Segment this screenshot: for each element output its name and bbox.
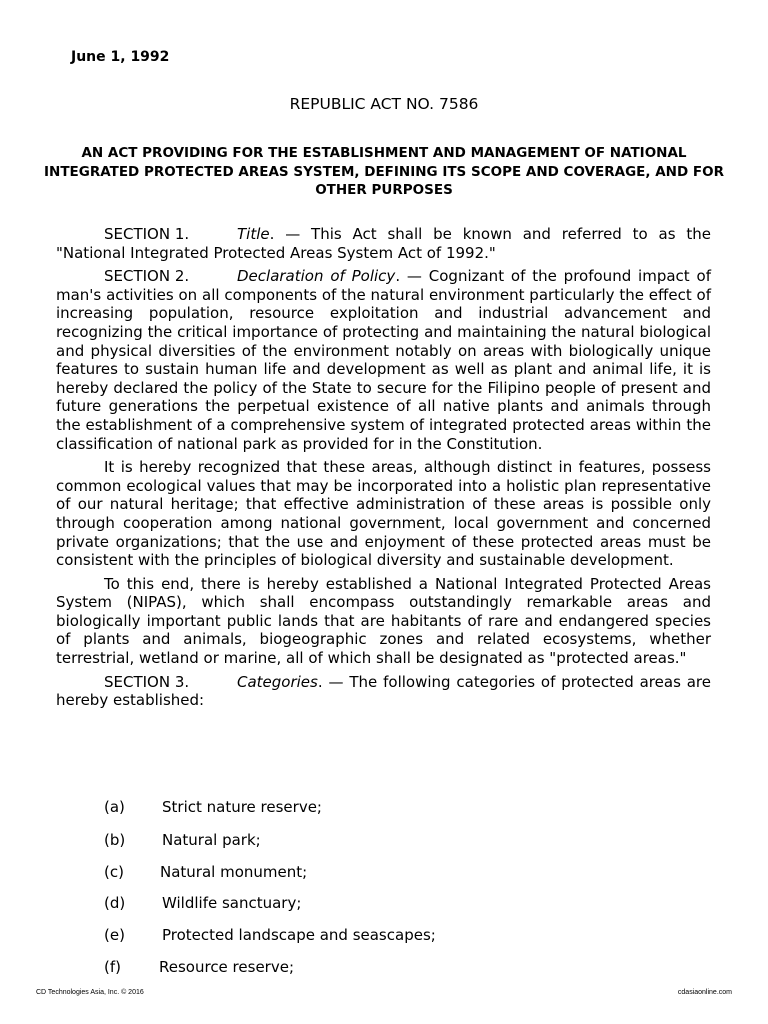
- category-text: Wildlife sanctuary;: [162, 894, 302, 912]
- document-date: June 1, 1992: [71, 49, 170, 65]
- category-letter: (b): [104, 831, 126, 849]
- category-letter: (e): [104, 926, 125, 944]
- category-text: Natural park;: [162, 831, 261, 849]
- category-letter: (c): [104, 863, 124, 881]
- section-3-label: SECTION 3.: [104, 672, 190, 691]
- section-2-paragraph: [56, 267, 711, 453]
- document-body: [56, 225, 711, 715]
- category-text: Protected landscape and seascapes;: [162, 926, 436, 944]
- category-letter: (d): [104, 894, 126, 912]
- category-text: Strict nature reserve;: [162, 798, 322, 816]
- category-letter: (f): [104, 958, 121, 976]
- act-title: AN ACT PROVIDING FOR THE ESTABLISHMENT AND MANAGEMENT OF NATIONAL INTEGRATED PROTECTED AREAS SYSTEM, DEFINING ITS SCOPE AND COVERAGE, AND FOR OTHER PURPOSES: [44, 145, 724, 198]
- category-item: [104, 863, 307, 881]
- section-1-title: Title: [237, 225, 270, 243]
- act-number-heading: REPUBLIC ACT NO. 7586: [289, 95, 479, 113]
- category-item: [104, 831, 261, 849]
- category-item: [104, 798, 322, 816]
- category-text: Natural monument;: [160, 863, 308, 881]
- footer-copyright: CD Technologies Asia, Inc. © 2016: [36, 989, 144, 996]
- category-letter: (a): [104, 798, 125, 816]
- section-2-title: Declaration of Policy: [237, 267, 396, 286]
- category-item: [104, 958, 294, 976]
- section-3-title: Categories: [237, 672, 318, 691]
- recognition-paragraph: It is hereby recognized that these areas, although distinct in features, possess common ecological values that may be incorporated into a holistic plan representative of our natural heritage; that effective administration of these areas is possible only through cooperation among national government, local government and concerned private organizations; that the use and enjoyment of these protected areas must be consistent with the principles of biological diversity and sustainable development.: [56, 458, 711, 570]
- category-item: [104, 926, 436, 944]
- category-item: [104, 894, 301, 912]
- section-3-paragraph: [56, 673, 711, 710]
- footer-website: cdasiaonline.com: [677, 989, 732, 996]
- category-text: Resource reserve;: [159, 958, 294, 976]
- section-1-paragraph: [56, 225, 711, 262]
- section-2-label: SECTION 2.: [104, 267, 190, 286]
- section-3-text: . — The following categories of protected areas are hereby established:: [56, 672, 711, 710]
- section-1-text: . — This Act shall be known and referred to as the "National Integrated Protected Areas System Act of 1992.": [56, 225, 711, 262]
- nipas-paragraph: To this end, there is hereby established a National Integrated Protected Areas System (NIPAS), which shall encompass outstandingly remarkable areas and biologically important public lands that are habitants of rare and endangered species of plants and animals, biogeographic zones and related ecosystems, whether terrestrial, wetland or marine, all of which shall be designated as "protected areas.": [56, 574, 711, 668]
- section-2-text: . — Cognizant of the profound impact of man's activities on all components of the natural environment particularly the effect of increasing population, resource exploitation and industrial advancement and recognizing the critical importance of protecting and maintaining the natural biological and physical diversities of the environment notably on areas with biologically unique features to sustain human life and development as well as plant and animal life, it is hereby declared the policy of the State to secure for the Filipino people of present and future generations the perpetual existence of all native plants and animals through the establishment of a comprehensive system of integrated protected areas within the classification of national park as provided for in the Constitution.: [56, 267, 711, 453]
- section-1-label: SECTION 1.: [104, 225, 190, 243]
